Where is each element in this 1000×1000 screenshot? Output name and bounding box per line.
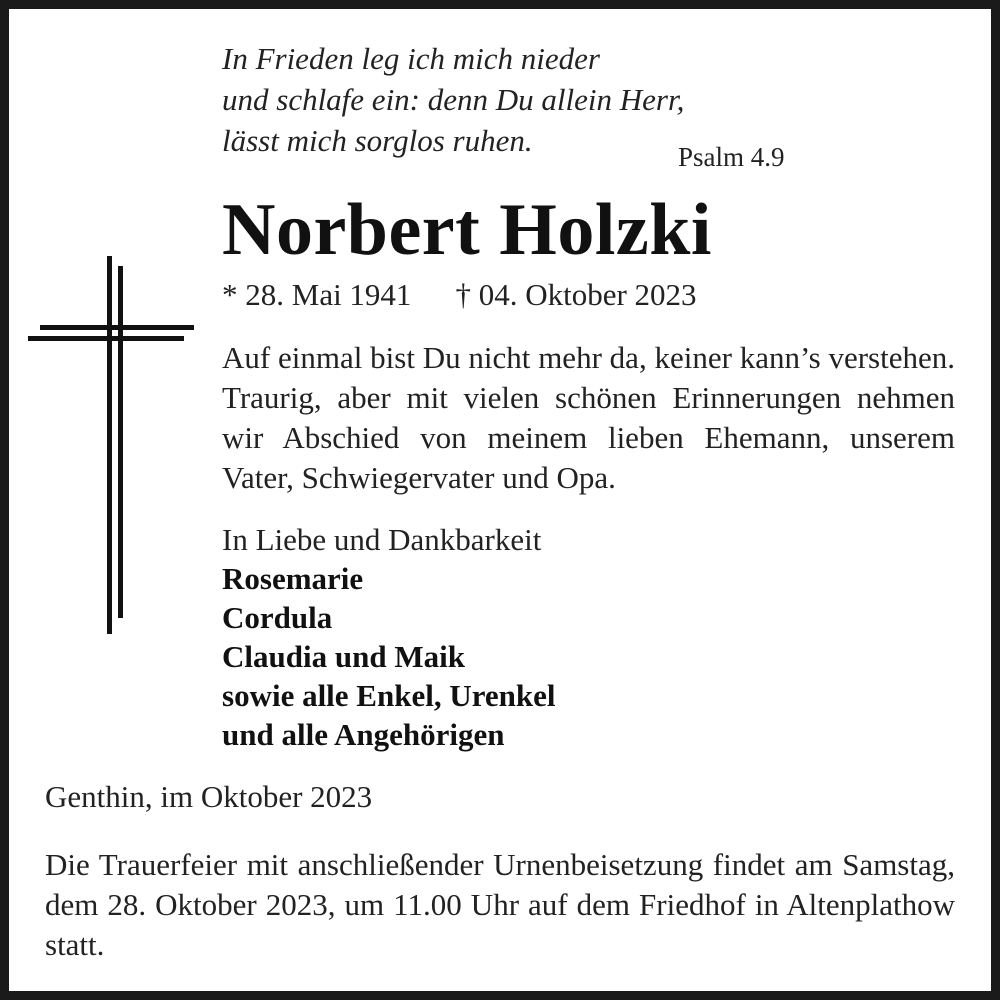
verse-line: und schlafe ein: denn Du allein Herr, [222, 82, 685, 117]
death-date: † 04. Oktober 2023 [455, 277, 697, 312]
farewell-message: Auf einmal bist Du nicht mehr da, keiner kann’s verstehen. Traurig, aber mit vielen schönen Erinnerungen nehmen wir Abschied von meinem lieben Ehemann, unserem Vater, Schwiegervater und Opa. [222, 340, 955, 495]
place-and-date: Genthin, im Oktober 2023 [45, 779, 373, 814]
mourner-name: Rosemarie [222, 561, 364, 596]
verse-line: lässt mich sorglos ruhen. [222, 123, 533, 158]
mourner-name: sowie alle Enkel, Urenkel [222, 678, 556, 713]
signoff-block [222, 520, 556, 754]
life-dates [222, 277, 697, 313]
cross-icon [28, 256, 194, 634]
verse-line: In Frieden leg ich mich nieder [222, 41, 600, 76]
bible-verse [222, 38, 684, 161]
deceased-name: Norbert Holzki [222, 189, 712, 271]
signoff-intro: In Liebe und Dankbarkeit [222, 522, 542, 557]
mourner-name: Cordula [222, 600, 333, 635]
mourner-name: und alle Angehörigen [222, 717, 505, 752]
birth-date: * 28. Mai 1941 [222, 277, 412, 312]
mourner-name: Claudia und Maik [222, 639, 465, 674]
ceremony-details: Die Trauerfeier mit anschließender Urnenbeisetzung findet am Samstag, dem 28. Oktober 2023, um 11.00 Uhr auf dem Friedhof in Altenplathow statt. [45, 847, 955, 962]
verse-source: Psalm 4.9 [678, 142, 785, 172]
